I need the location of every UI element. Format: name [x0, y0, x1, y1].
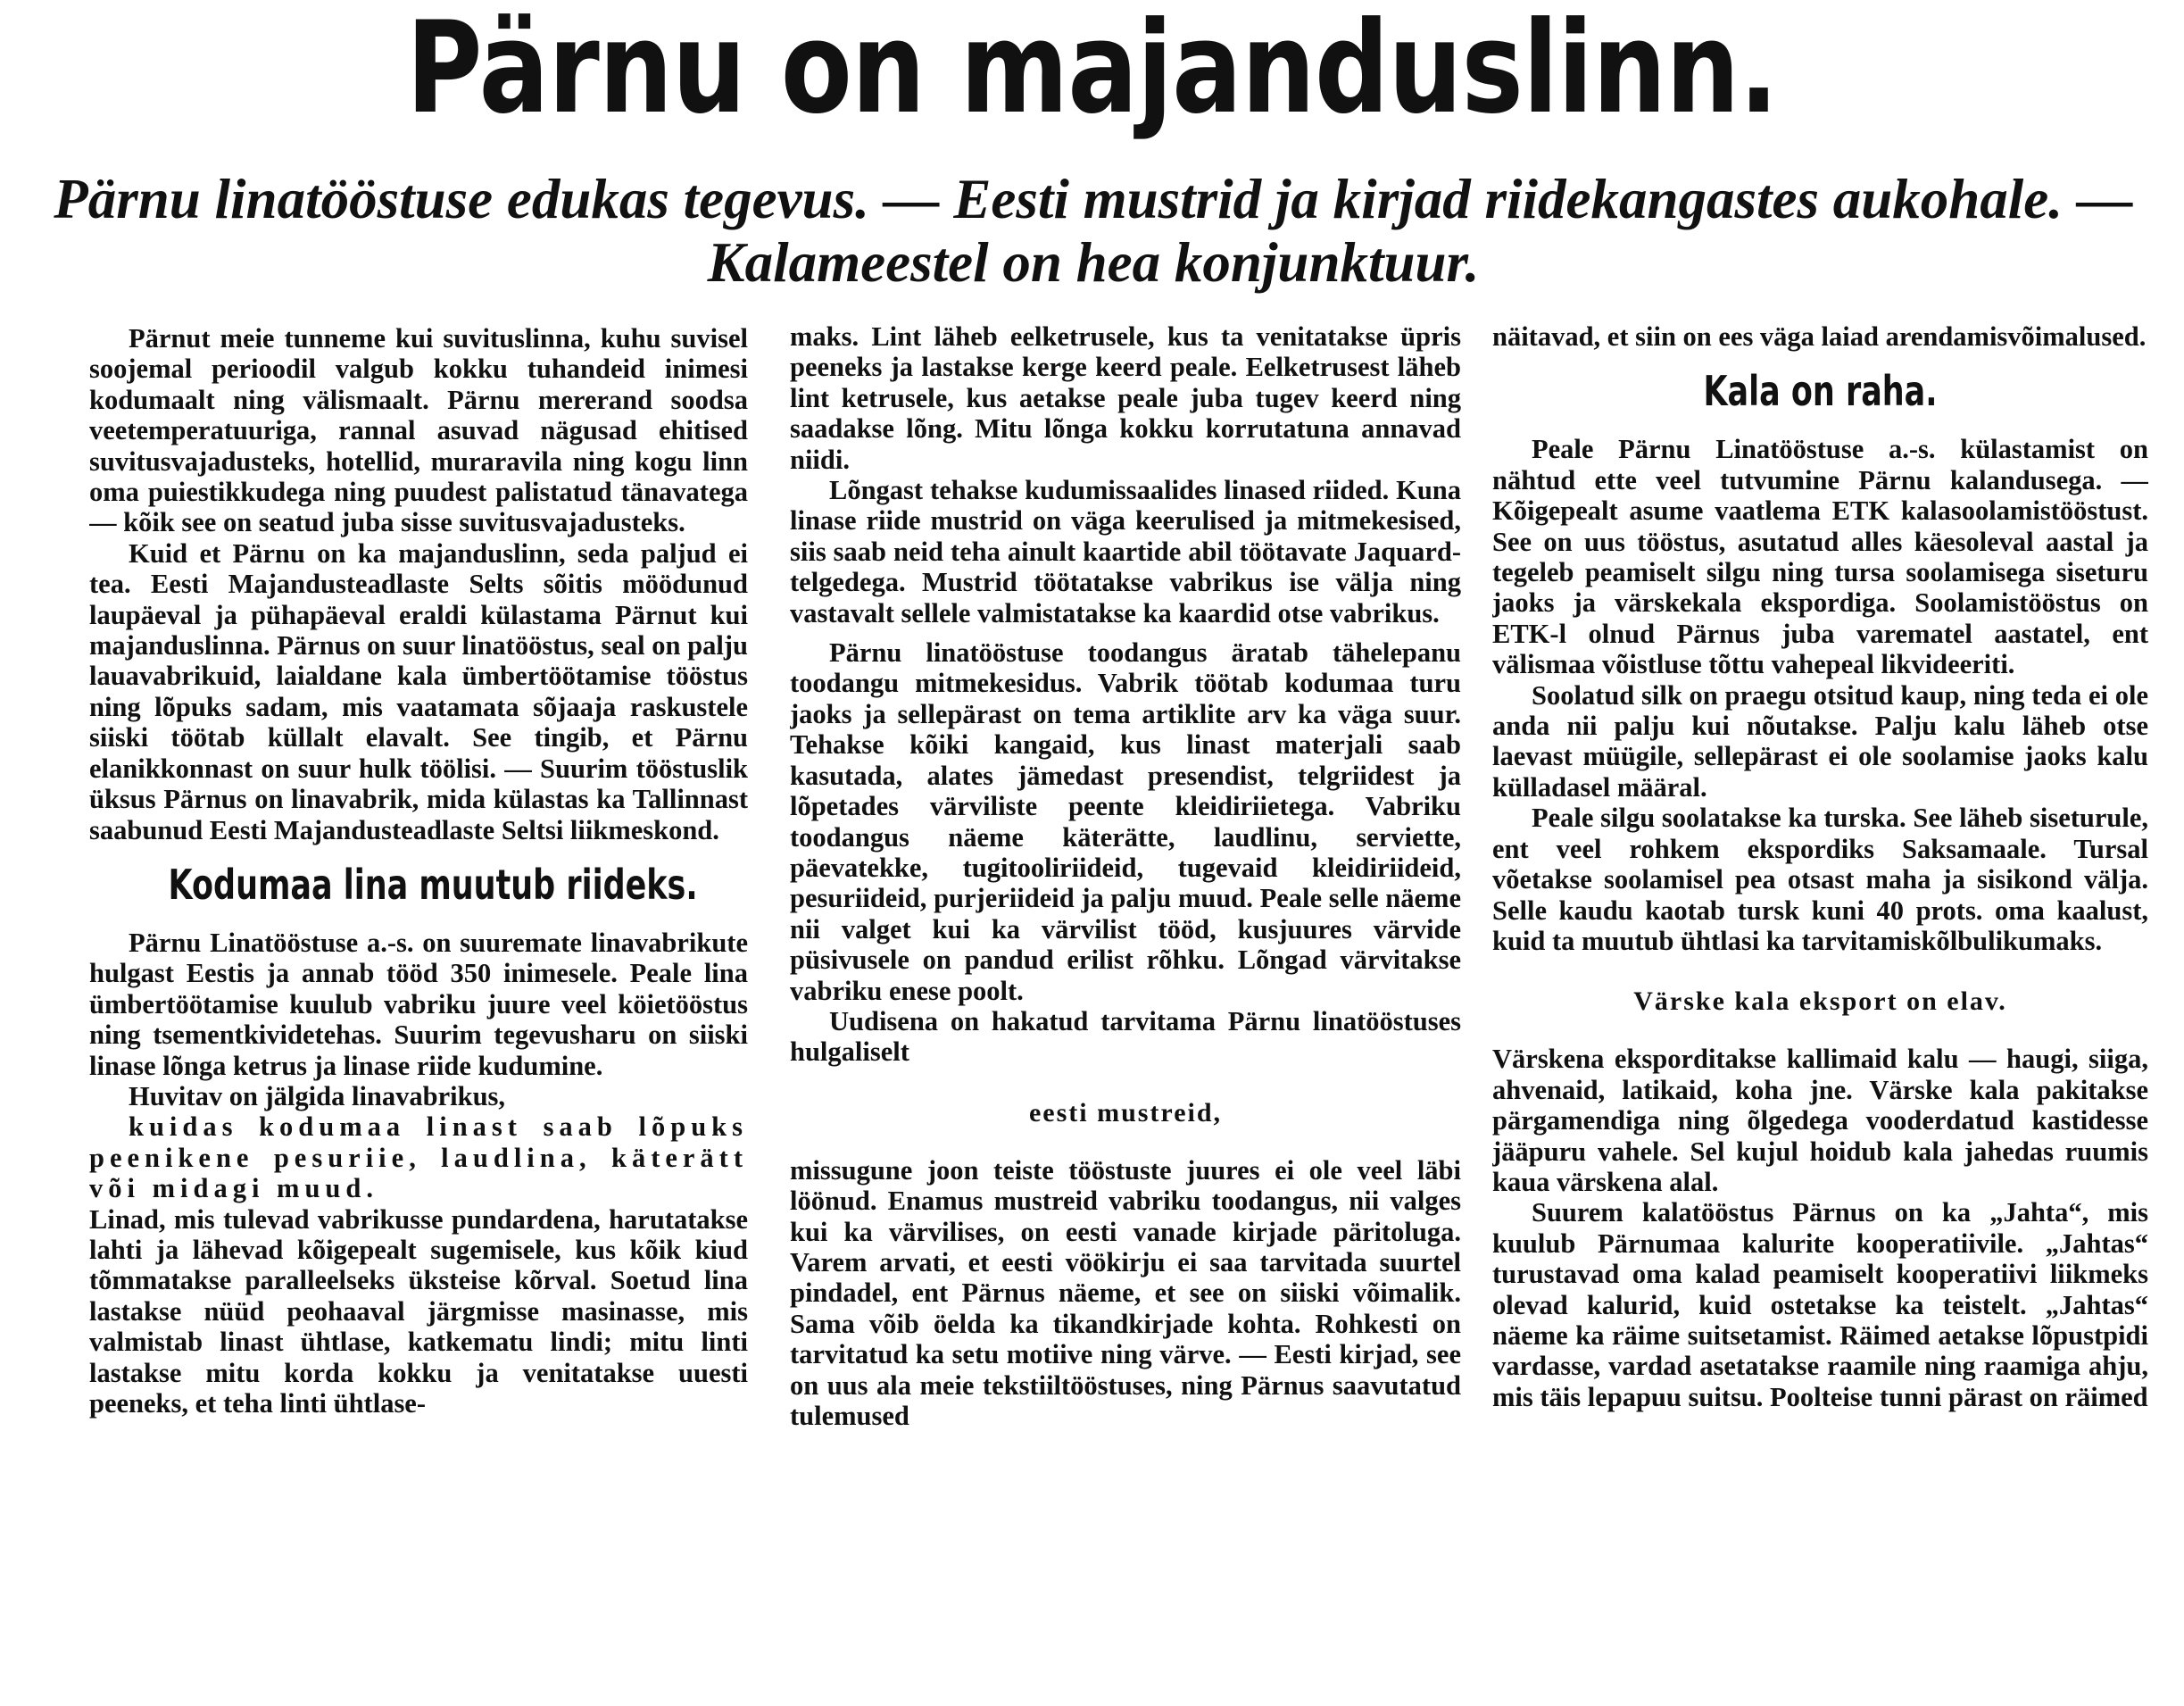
paragraph: Huvitav on jälgida linavabrikus, [129, 1080, 506, 1111]
paragraph: Pärnut meie tunneme kui suvituslinna, kuhu suvisel soojemal perioodil valgub kokku tuhandeid inimesi kodumaalt ning välismaalt. Pärnu mererand soodsa veetemperatuuriga, rannal asuvad nägusad ehitised suvitusvajadusteks, hotellid, muraravila ning kogu linn oma puiestikkudega ning puudest palistatud tänavatega — kõik see on seatud juba sisse suvitusvajadusteks. [89, 323, 748, 538]
paragraph: Pärnu linatööstuse toodangus äratab tähelepanu toodangu mitmekesidus. Vabrik töötab kodumaa turu jaoks ja sellepärast on tema artiklite arv ka väga suur. Tehakse kõiki kangaid, kus linast materjali saab kasutada, alates jämedast presendist, telgriidest ja lõpetades värviliste peente kleidiriietega. Vabriku toodangus näeme käterätte, laudlinu, serviette, päevatekke, tugitooliriideid, tugevaid kleidiriideid, pesuriideid, purjeriideid ja palju muud. Peale selle näeme nii valget kui ka värvilist tööd, kusjuures värvide püsivusele on pandud erilist rõhku. Lõngad värvitakse vabriku enese poolt. [790, 637, 1461, 1006]
paragraph: Värskena eksporditakse kallimaid kalu — haugi, siiga, ahvenaid, latikaid, koha jne. Värske kala pakitakse pärgamendiga ning õlgedega vooderdatud kastidesse jääpuru vahele. Sel kujul hoidub kala jahedas ruumis kaua värskena alal. [1492, 1044, 2148, 1197]
paragraph: näitavad, et siin on ees väga laiad arendamisvõimalused. [1492, 321, 2147, 352]
paragraph: Kuid et Pärnu on ka majanduslinn, seda paljud ei tea. Eesti Majandusteadlaste Selts sõitis möödunud laupäeval ja pühapäeval eraldi külastama Pärnut kui majanduslinna. Pärnus on suur linatööstus, seal on palju lauavabrikuid, laialdane kala ümbertöötamise tööstus ning lõpuks sadam, mis vaatamata sõjaaja raskustele siiski töötab küllalt elavalt. See tingib, et Pärnu elanikkonnast on suur hulk töölisi. — Suurim tööstuslik üksus Pärnus on linavabrik, mida külastas ka Tallinnast saabunud Eesti Majandusteadlaste Seltsi liikmeskond. [89, 537, 748, 845]
paragraph: Linad, mis tulevad vabrikusse pundardena, harutatakse lahti ja lähevad kõigepealt sugemisele, kus kõik kiud tõmmatakse paralleelseks üksteise kõrval. Soetud lina lastakse nüüd peohaaval järgmisse masinasse, mis valmistab linast ühtlase, katkematu lindi; mitu linti lastakse mitu korda kokku ja venitatakse uuesti peeneks, et teha linti ühtlase- [89, 1203, 748, 1419]
column-1 [89, 323, 748, 1702]
paragraph: Lõngast tehakse kudumissaalides linased riided. Kuna linase riide mustrid on väga keerulised ja mitmekesised, siis saab neid teha ainult kaartide abil töötavate Jaquard-telgedega. Mustrid töötatakse vabrikus ise välja ning vastavalt sellele valmistatakse ka kaardid otse vabrikus. [790, 475, 1461, 628]
paragraph: Pärnu Linatööstuse a.-s. on suuremate linavabrikute hulgast Eestis ja annab tööd 350 inimesele. Peale lina ümbertöötamise kuulub vabriku juure veel köietööstus ning tsementkividetehas. Suurim tegevusharu on siiski linase lõnga ketrus ja linase riide kudumine. [89, 927, 748, 1081]
paragraph: Soolatud silk on praegu otsitud kaup, ning teda ei ole anda nii palju kui nõutakse. Palju kalu läheb otse laevast müügile, sellepärast ei ole soolamise jaoks kalu külladasel määral. [1492, 679, 2148, 803]
paragraph: Uudisena on hakatud tarvitama Pärnu linatööstuses hulgaliselt [790, 1005, 1461, 1068]
paragraph: maks. Lint läheb eelketrusele, kus ta venitatakse üpris peeneks ja lastakse kerge keerd peale. Eelketrusest läheb lint ketrusele, kus aetakse peale juba tugev keerd ning saadakse lõng. Mitu lõnga kokku korrutatuna annavad niidi. [790, 321, 1461, 475]
paragraph: Peale silgu soolatakse ka turska. See läheb siseturule, ent veel rohkem ekspordiks Saksamaale. Tursal võetakse soolamisel pea otsast maha ja sisikond välja. Selle kaudu kaotab tursk kuni 40 prots. oma kaalust, kuid ta muutub ühtlasi ka tarvitamiskõlbulikumaks. [1492, 803, 2148, 956]
section-heading: Kala on raha. [1703, 367, 1938, 416]
section-heading: Kodumaa lina muutub riideks. [168, 860, 698, 909]
column-2 [790, 321, 1461, 1701]
paragraph: missugune joon teiste tööstuste juures ei ole veel läbi löönud. Enamus mustreid vabriku toodangus, nii valges kui ka värvilises, on eesti vanade kirjade päritoluga. Varem arvati, et eesti vöökirju ei saa tarvitada suurtel pindadel, ent Pärnus näeme, et see on siiski võimalik. Sama võib öelda ka tikandkirjade kohta. Rohkesti on tarvitatud ka setu motiive ning värve. — Eesti kirjad, see on uus ala meie tekstiiltööstuses, ning Pärnus saavutatud tulemused [790, 1154, 1461, 1431]
headline: Pärnu on majanduslinn. [406, 0, 1778, 142]
paragraph: Suurem kalatööstus Pärnus on ka „Jahta“, mis kuulub Pärnumaa kalurite kooperatiivile. „Jahtas“ turustavad oma kalad peamiselt kooperatiivi liikmeks olevad kalurid, kuid ostetakse ka teistelt. „Jahtas“ näeme ka räime suitsetamist. Räimed aetakse lõpustpidi vardasse, vardad asetatakse raamile ning raamiga ahju, mis täis lepapuu suitsu. Poolteise tunni pärast on räimed [1492, 1197, 2148, 1412]
subheadline: Pärnu linatööstuse edukas tegevus. — Eesti mustrid ja kirjad riidekangastes aukohale. — Kalameestel on hea konjunktuur. [54, 168, 2133, 294]
paragraph: Peale Pärnu Linatööstuse a.-s. külastamist on nähtud ette veel tutvumine Pärnu kalandusega. — Kõigepealt asume vaatlema ETK kalasoolamistööstust. See on uus tööstus, asutatud alles käesoleval aastal ja tegeleb peamiselt silgu ning tursa soolamisega siseturu jaoks ja värskekala ekspordiga. Soolamistööstus on ETK-l olnud Pärnus juba varematel aastatel, ent välismaa võistluse tõttu vahepeal likvideeriti. [1492, 434, 2148, 680]
section-heading: Värske kala eksport on elav. [1633, 986, 2007, 1017]
column-3 [1492, 321, 2148, 1701]
paragraph-spaced: kuidas kodumaa linast saab lõpuks peenikene pesuriie, laudlina, käterätt või midagi muud. [89, 1111, 748, 1204]
section-heading: eesti mustreid, [1028, 1097, 1223, 1128]
